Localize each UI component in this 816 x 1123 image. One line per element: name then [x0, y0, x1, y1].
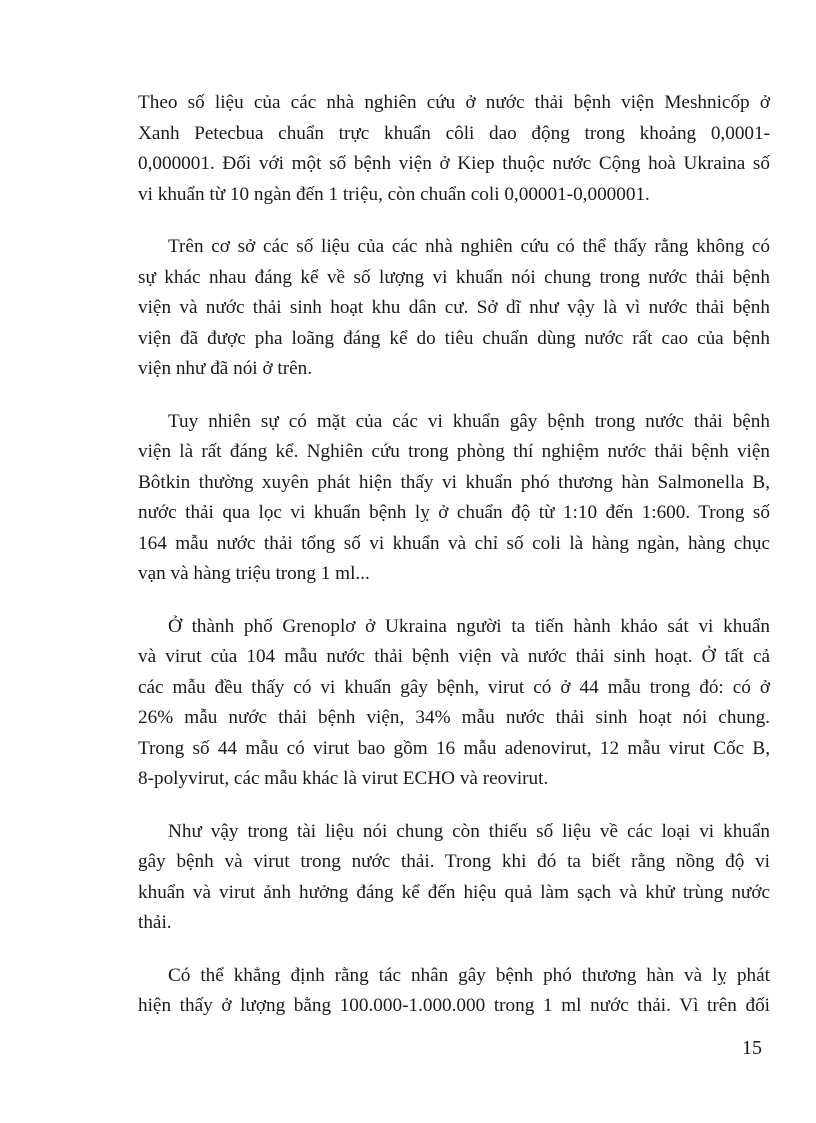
paragraph	[138, 232, 770, 385]
text-line: viện và nước thải sinh hoạt khu dân cư. Sở dĩ như vậy là vì nước thải bệnh	[138, 297, 770, 318]
text-line: Trong số 44 mẫu có virut bao gồm 16 mẫu adenovirut, 12 mẫu virut Cốc B,	[138, 737, 770, 759]
body-text	[138, 88, 770, 1044]
text-line: sự khác nhau đáng kể về số lượng vi khuẩn nói chung trong nước thải bệnh	[138, 266, 770, 288]
text-line: vi khuẩn từ 10 ngàn đến 1 triệu, còn chuẩn coli 0,00001-0,000001.	[138, 183, 650, 205]
text-line: vạn và hàng triệu trong 1 ml...	[138, 563, 370, 584]
text-line: 0,000001. Đối với một số bệnh viện ở Kiep thuộc nước Cộng hoà Ukraina số	[138, 153, 770, 174]
paragraph	[138, 88, 770, 210]
page-number: 15	[742, 1037, 762, 1059]
text-line: viện như đã nói ở trên.	[138, 358, 313, 379]
text-line: gây bệnh và virut trong nước thải. Trong khi đó ta biết rằng nồng độ vi	[138, 851, 770, 872]
text-line: viện là rất đáng kể. Nghiên cứu trong phòng thí nghiệm nước thải bệnh viện	[138, 441, 770, 462]
text-line: Ở thành phố Grenoplơ ở Ukraina người ta tiến hành khảo sát vi khuẩn	[168, 615, 770, 637]
text-line: Trên cơ sở các số liệu của các nhà nghiên cứu có thể thấy rằng không có	[168, 236, 770, 257]
text-line: Có thể khẳng định rằng tác nhân gây bệnh phó thương hàn và lỵ phát	[168, 964, 770, 986]
text-line: Theo số liệu của các nhà nghiên cứu ở nước thải bệnh viện Meshnicốp ở	[138, 92, 770, 113]
paragraph	[138, 612, 770, 795]
text-line: 8-polyvirut, các mẫu khác là virut ECHO và reovirut.	[138, 768, 549, 789]
text-line: nước thải qua lọc vi khuẩn bệnh lỵ ở chuẩn độ từ 1:10 đến 1:600. Trong số	[138, 502, 770, 523]
text-line: 26% mẫu nước thải bệnh viện, 34% mẫu nước thải sinh hoạt nói chung.	[138, 707, 770, 728]
text-line: hiện thấy ở lượng bằng 100.000-1.000.000 trong 1 ml nước thải. Vì trên đối	[138, 995, 770, 1016]
text-line: Tuy nhiên sự có mặt của các vi khuẩn gây bệnh trong nước thải bệnh	[168, 410, 770, 432]
text-line: Như vậy trong tài liệu nói chung còn thiếu số liệu về các loại vi khuẩn	[168, 820, 770, 842]
text-line: Xanh Petecbua chuẩn trực khuẩn côli dao động trong khoảng 0,0001-	[138, 122, 770, 144]
paragraph	[138, 407, 770, 590]
text-line: thải.	[138, 912, 172, 933]
text-line: Bôtkin thường xuyên phát hiện thấy vi khuẩn phó thương hàn Salmonella B,	[138, 471, 770, 493]
text-line: và virut của 104 mẫu nước thải bệnh viện và nước thải sinh hoạt. Ở tất cả	[138, 646, 770, 667]
text-line: khuẩn và virut ảnh hưởng đáng kể đến hiệu quả làm sạch và khử trùng nước	[138, 881, 770, 903]
paragraph	[138, 817, 770, 939]
text-line: 164 mẫu nước thải tổng số vi khuẩn và chỉ số coli là hàng ngàn, hàng chục	[138, 532, 770, 554]
paragraph	[138, 961, 770, 1022]
text-line: viện đã được pha loãng đáng kể do tiêu chuẩn dùng nước rất cao của bệnh	[138, 327, 770, 349]
text-line: các mẫu đều thấy có vi khuẩn gây bệnh, virut có ở 44 mẫu trong đó: có ở	[138, 676, 770, 698]
